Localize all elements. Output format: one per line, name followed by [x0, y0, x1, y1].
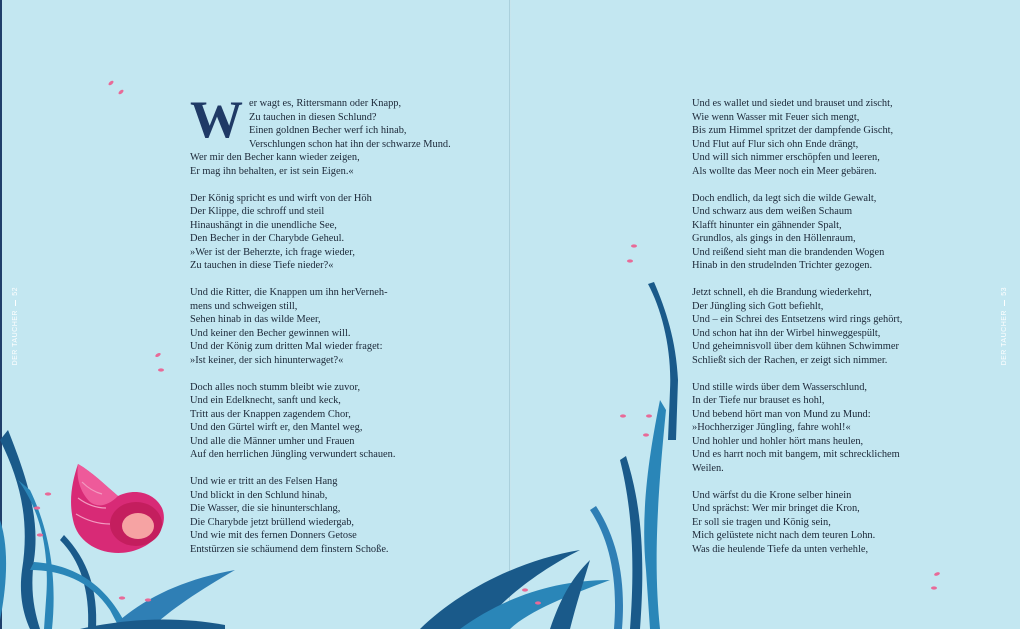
- verse-line: Und hohler und hohler hört mans heulen,: [692, 435, 864, 447]
- stanza: [692, 381, 992, 476]
- verse-line: Und die Ritter, die Knappen um ihn herVerneh-: [190, 287, 388, 298]
- verse-line: Er soll sie tragen und König sein,: [692, 516, 831, 528]
- verse-line: Grundlos, als gings in den Höllenraum,: [692, 233, 856, 244]
- fish-swarm-left-illustration: [0, 70, 180, 610]
- verse-line: Und schon hat ihn der Wirbel hinweggespült,: [692, 327, 881, 339]
- verse-line: Und alle die Männer umher und Frauen: [190, 435, 355, 447]
- verse-line: Und den Gürtel wirft er, den Mantel weg,: [190, 422, 363, 433]
- verse-line: Auf den herrlichen Jüngling verwundert schauen.: [190, 449, 396, 460]
- stanza: [190, 192, 490, 273]
- verse-line: Doch alles noch stumm bleibt wie zuvor,: [190, 381, 361, 393]
- runner-divider: [15, 300, 16, 306]
- verse-line: Der Jüngling sich Gott befiehlt,: [692, 300, 824, 312]
- verse-line: Und es wallet und siedet und brauset und zischt,: [692, 98, 893, 109]
- verse-line: »Wer ist der Beherzte, ich frage wieder,: [190, 246, 355, 258]
- verse-line: Und keiner den Becher gewinnen will.: [190, 327, 351, 339]
- verse-line: Den Becher in der Charybde Geheul.: [190, 233, 345, 244]
- verse-line: Und stille wirds über dem Wasserschlund,: [692, 381, 868, 393]
- verse-line: Und wie er tritt an des Felsen Hang: [190, 476, 338, 487]
- verse-line: Wer mir den Becher kann wieder zeigen,: [190, 152, 360, 163]
- verse-line: »Hochherziger Jüngling, fahre wohl!«: [692, 422, 851, 433]
- verse-line: Schließt sich der Rachen, er zeigt sich nimmer.: [692, 354, 888, 366]
- verse-line: Und geheimnisvoll über dem kühnen Schwimmer: [692, 341, 899, 352]
- verse-line: mens und schweigen still,: [190, 300, 298, 312]
- verse-line: Und wärfst du die Krone selber hinein: [692, 489, 852, 501]
- verse-line: Doch endlich, da legt sich die wilde Gewalt,: [692, 192, 877, 204]
- page-number-right: 53: [1000, 287, 1008, 296]
- verse-line: Und ein Edelknecht, sanft und keck,: [190, 395, 341, 406]
- poem-text-right: [692, 97, 992, 570]
- stanza: [692, 286, 992, 367]
- poem-text-left: [190, 91, 490, 570]
- drop-cap: W: [190, 91, 243, 149]
- verse-line: Der Klippe, die schroff und steil: [190, 206, 325, 217]
- verse-line: Klafft hinunter ein gähnender Spalt,: [692, 219, 842, 231]
- verse-line: Und Flut auf Flur sich ohn Ende drängt,: [692, 138, 859, 150]
- verse-line: Und reißend sieht man die brandenden Wogen: [692, 246, 885, 258]
- verse-line: Die Charybde jetzt brüllend wiedergab,: [190, 516, 354, 528]
- verse-line: Und will sich nimmer erschöpfen und leeren,: [692, 152, 880, 163]
- running-head-left: [8, 287, 22, 367]
- runner-divider: [1004, 300, 1005, 306]
- verse-line: Weilen.: [692, 462, 724, 474]
- verse-line: Hinab in den strudelnden Trichter gezogen.: [692, 260, 873, 271]
- stanza: [190, 286, 490, 367]
- stanza: [692, 489, 992, 557]
- verse-line: Bis zum Himmel spritzet der dampfende Gischt,: [692, 125, 894, 136]
- verse-line: Sehen hinab in das wilde Meer,: [190, 314, 321, 325]
- running-head-right: [997, 287, 1011, 367]
- stanza: [190, 381, 490, 462]
- verse-line: Jetzt schnell, eh die Brandung wiederkehrt,: [692, 287, 872, 298]
- verse-line: Die Wasser, die sie hinunterschlang,: [190, 503, 341, 514]
- running-title-right: DER TAUCHER: [1000, 309, 1008, 366]
- stanza: [692, 97, 992, 178]
- verse-line: Hinaushängt in die unendliche See,: [190, 219, 337, 231]
- verse-line: Der König spricht es und wirft von der Höh: [190, 192, 372, 204]
- verse-line: In der Tiefe nur brauset es hohl,: [692, 395, 825, 406]
- verse-line: Entstürzen sie schäumend dem finstern Schoße.: [190, 543, 389, 555]
- verse-line: Verschlungen schon hat ihn der schwarze Mund.: [249, 138, 451, 150]
- running-title-left: DER TAUCHER: [11, 309, 19, 366]
- verse-line: Und schwarz aus dem weißen Schaum: [692, 206, 853, 217]
- verse-line: Und bebend hört man von Mund zu Mund:: [692, 408, 871, 420]
- stanza: [190, 91, 490, 178]
- verse-line: Zu tauchen in diesen Schlund?: [249, 111, 377, 123]
- verse-line: Als wollte das Meer noch ein Meer gebären.: [692, 165, 877, 177]
- verse-line: Und – ein Schrei des Entsetzens wird rings gehört,: [692, 314, 903, 325]
- verse-line: Und wie mit des fernen Donners Getose: [190, 530, 357, 541]
- verse-line: »Ist keiner, der sich hinunterwaget?«: [190, 354, 344, 366]
- verse-line: Einen goldnen Becher werf ich hinab,: [249, 125, 407, 136]
- verse-line: Und blickt in den Schlund hinab,: [190, 489, 328, 501]
- verse-line: Er mag ihn behalten, er ist sein Eigen.«: [190, 165, 354, 177]
- stanza: [692, 192, 992, 273]
- verse-line: Zu tauchen in diese Tiefe nieder?«: [190, 260, 334, 271]
- stanza: [190, 475, 490, 556]
- verse-line: Und der König zum dritten Mal wieder fraget:: [190, 341, 383, 352]
- verse-line: Wie wenn Wasser mit Feuer sich mengt,: [692, 111, 860, 123]
- page-number-left: 52: [11, 287, 19, 296]
- verse-line: Und es harrt noch mit bangem, mit schrecklichem: [692, 449, 900, 460]
- verse-line: Und sprächst: Wer mir bringet die Kron,: [692, 503, 860, 514]
- verse-line: Mich gelüstete nicht nach dem teuren Lohn.: [692, 530, 876, 541]
- verse-line: er wagt es, Rittersmann oder Knapp,: [249, 98, 402, 109]
- verse-line: Was die heulende Tiefe da unten verhehle,: [692, 543, 869, 555]
- verse-line: Tritt aus der Knappen zagendem Chor,: [190, 408, 351, 420]
